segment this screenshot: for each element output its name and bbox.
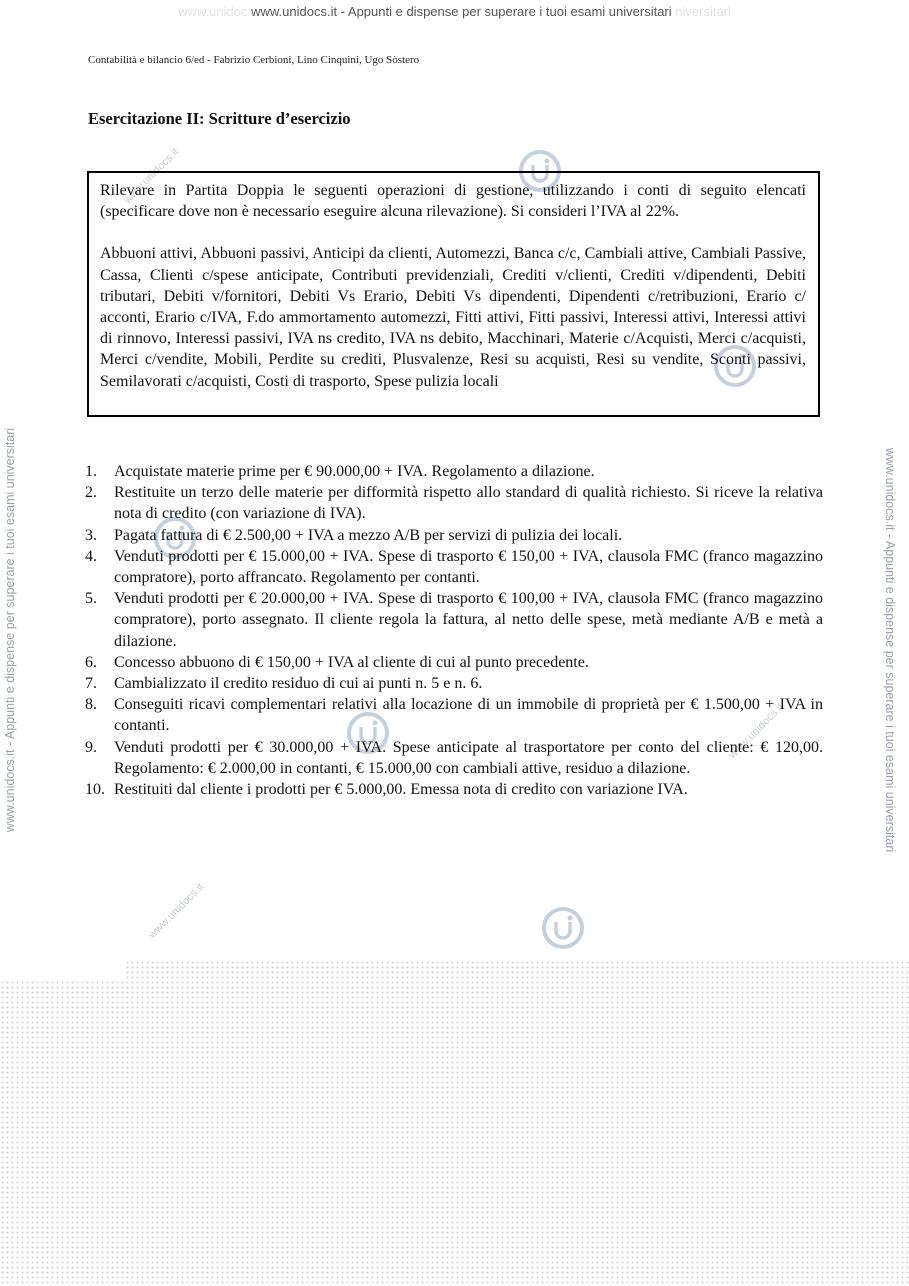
operation-item [85, 694, 823, 736]
operation-number: 9. [85, 738, 97, 756]
operation-number: 2. [85, 484, 97, 502]
diagonal-watermark: www.unidocs.it [146, 881, 207, 941]
operation-item [85, 737, 823, 779]
accounts-list: Abbuoni attivi, Abbuoni passivi, Anticipi da clienti, Automezzi, Banca c/c, Cambiali attive, Cambiali Passive, Cassa, Clienti c/spese anticipate, Contributi previdenziali, Crediti v/clienti, Crediti v/dipendenti, Debiti tributari, Debiti v/fornitori, Debiti Vs Erario, Debiti Vs dipendenti, Dipendenti c/retribuzioni, Erario c/ acconti, Erario c/IVA, F.do ammortamento automezzi, Fitti attivi, Fitti passivi, Interessi attivi, Interessi attivi di rinnovo, Interessi passivi, IVA ns credito, IVA ns debito, Macchinari, Materie c/Acquisti, Merci c/acquisti, Merci c/vendite, Mobili, Perdite su crediti, Plusvalenze, Resi su acquisti, Resi su vendite, Sconti passivi, Semilavorati c/acquisti, Costi di trasporto, Spese pulizia locali [100, 245, 806, 390]
watermark-ghost-left: www.unidoc [178, 4, 248, 19]
operation-text: Concesso abbuono di € 150,00 + IVA al cliente di cui al punto precedente. [114, 653, 589, 671]
operation-number: 10. [85, 781, 105, 799]
operation-item [85, 779, 823, 800]
operations-list [85, 461, 823, 800]
operation-text: Cambializzato il credito residuo di cui ai punti n. 5 e n. 6. [114, 675, 483, 693]
operation-item [85, 525, 823, 546]
watermark-left: www.unidocs.it - Appunti e dispense per superare i tuoi esami universitari [3, 427, 17, 833]
operation-number: 4. [85, 547, 97, 565]
operation-text: Venduti prodotti per € 15.000,00 + IVA. Spese di trasporto € 150,00 + IVA, clausola FMC (franco magazzino compratore), porto affrancato. Regolamento per contanti. [114, 547, 823, 587]
operation-text: Restituiti dal cliente i prodotti per € 5.000,00. Emessa nota di credito con variazione IVA. [114, 781, 688, 799]
dotted-background [0, 960, 909, 1286]
instructions-box [87, 171, 820, 417]
diagonal-watermark: www.unidocs.it [121, 146, 182, 206]
operation-number: 1. [85, 463, 97, 480]
operation-text: Venduti prodotti per € 20.000,00 + IVA. Spese di trasporto € 100,00 + IVA, clausola FMC (franco magazzino compratore), porto assegnato. Il cliente regola la fattura, al netto delle spese, metà mediante A/B e metà a dilazione. [114, 590, 823, 650]
exercise-title: Esercitazione II: Scritture d’esercizio [88, 109, 351, 128]
operation-item [85, 461, 823, 482]
operation-text: Acquistate materie prime per € 90.000,00 + IVA. Regolamento a dilazione. [114, 463, 595, 480]
operation-item [85, 546, 823, 588]
instructions-intro: Rilevare in Partita Doppia le seguenti operazioni di gestione, utilizzando i conti di seguito elencati (specificare dove non è necessario eseguire alcuna rilevazione). Si consideri l’IVA al 22%. [100, 182, 806, 221]
watermark-right: www.unidocs.it - Appunti e dispense per superare i tuoi esami universitari [883, 447, 897, 853]
operation-item [85, 482, 823, 524]
diagonal-watermark: www.unidocs.it [726, 701, 787, 761]
watermark-text: www.unidocs.it - Appunti e dispense per superare i tuoi esami universitari [251, 4, 672, 19]
operation-item [85, 673, 823, 694]
operation-text: Restituite un terzo delle materie per difformità rispetto allo standard di qualità richiesto. Si riceve la relativa nota di credito (con variazione di IVA). [114, 484, 823, 523]
operation-text: Conseguiti ricavi complementari relativi alla locazione di un immobile di proprietà per € 1.500,00 + IVA in contanti. [114, 696, 823, 735]
operation-item [85, 588, 823, 652]
page-corner [0, 955, 125, 980]
operation-number: 3. [85, 526, 97, 544]
operation-number: 6. [85, 653, 97, 671]
unidocs-logo-icon [540, 905, 586, 951]
running-header: Contabilità e bilancio 6/ed - Fabrizio Cerbioni, Lino Cinquini, Ugo Sòstero [88, 54, 420, 66]
operation-text: Pagata fattura di € 2.500,00 + IVA a mezzo A/B per servizi di pulizia dei locali. [114, 526, 623, 544]
operation-number: 5. [85, 590, 97, 608]
operation-item [85, 652, 823, 673]
operation-text: Venduti prodotti per € 30.000,00 + IVA. Spese anticipate al trasportatore per conto del cliente: € 120,00. Regolamento: € 2.000,00 in contanti, € 15.000,00 con cambiali attive, residuo a dilazione. [114, 738, 823, 777]
watermark-banner [0, 0, 909, 24]
operation-number: 7. [85, 675, 97, 693]
operation-number: 8. [85, 696, 97, 714]
watermark-ghost-right: niversitari [675, 4, 731, 19]
